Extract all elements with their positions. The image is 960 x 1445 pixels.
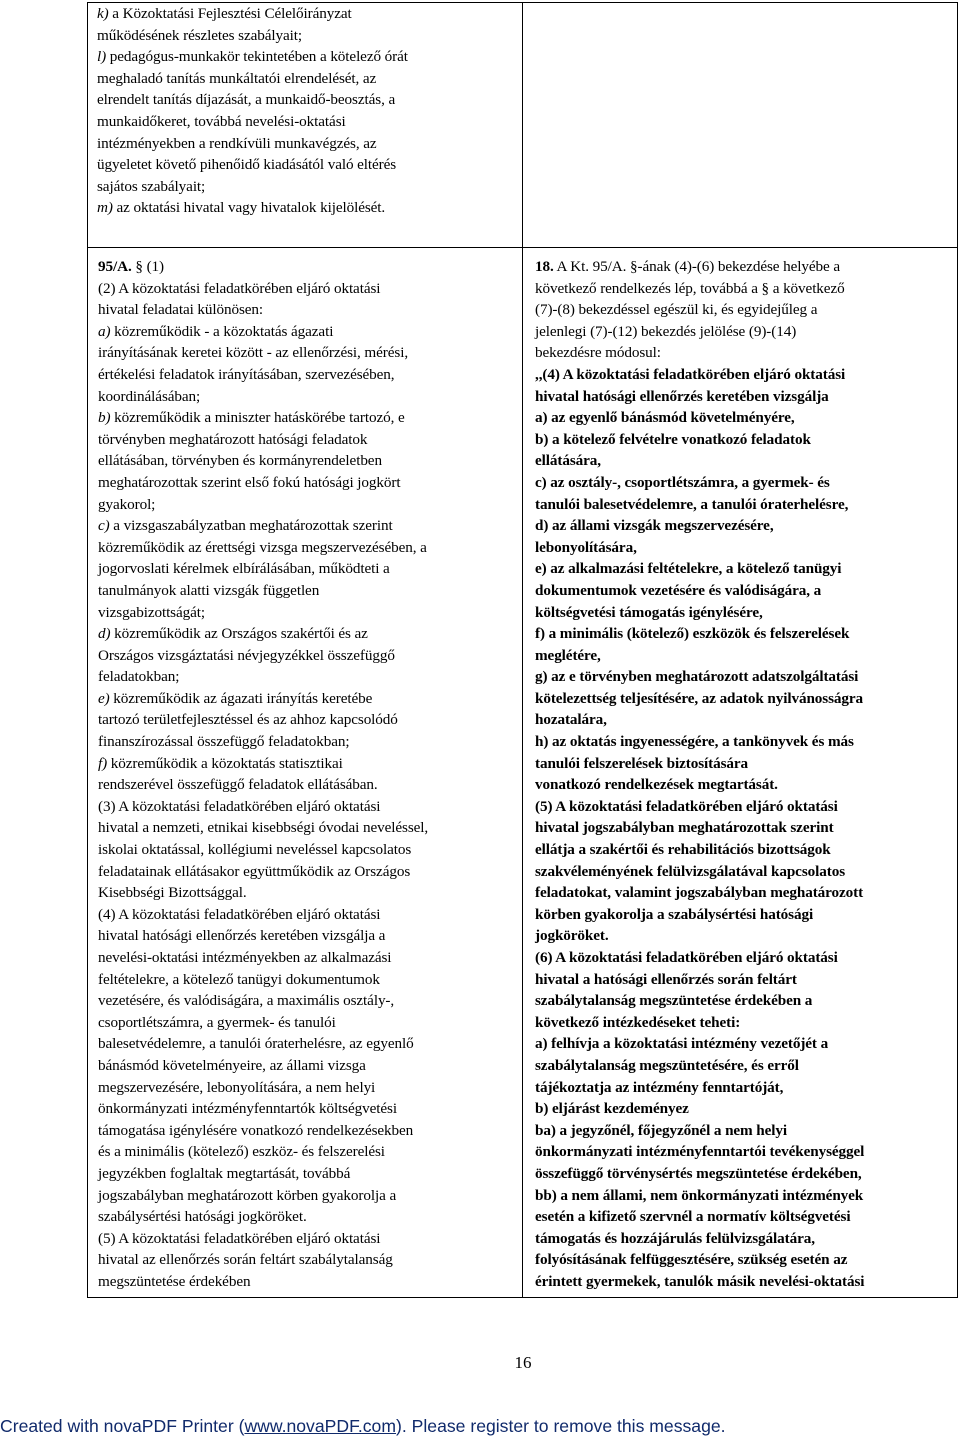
footer-suffix: ). Please register to remove this message. <box>396 1416 726 1436</box>
line-text: közreműködik - a közoktatás ágazati <box>110 322 334 340</box>
text-line <box>535 1077 951 1099</box>
text-line <box>98 1141 516 1163</box>
bold-text: 95/A. <box>98 258 132 275</box>
line-text: intézményekben a rendkívüli munkavégzés, az <box>97 134 377 152</box>
text-line <box>535 602 951 624</box>
bold-text: (6) A közoktatási feladatkörében eljáró oktatási <box>535 949 838 966</box>
text-line <box>535 645 951 667</box>
text-line <box>98 580 516 602</box>
line-text: (7)-(8) bekezdéssel egészül ki, és egyidejűleg a <box>535 301 818 319</box>
bold-text: esetén a kifizető szervnél a normatív költségvetési <box>535 1208 851 1226</box>
bold-text: b) eljárást kezdeményez <box>535 1100 689 1118</box>
text-line <box>98 407 516 429</box>
line-text: rendszerével összefüggő feladatok ellátásában. <box>98 776 378 794</box>
line-text: A Kt. 95/A. §-ának (4)-(6) bekezdése helyébe a <box>553 258 840 275</box>
text-line <box>535 1271 951 1293</box>
item-letter: l) <box>97 48 107 66</box>
line-text: hivatal a nemzeti, etnikai kisebbségi óvodai neveléssel, <box>98 819 429 837</box>
text-line <box>98 1055 516 1077</box>
bold-text: (5) A közoktatási feladatkörében eljáró oktatási <box>535 797 838 815</box>
line-text: vizsgabizottságát; <box>98 603 206 621</box>
line-text: önkormányzati intézményfenntartók költségvetési <box>98 1100 397 1118</box>
text-line <box>98 602 516 624</box>
table-row <box>88 248 958 1298</box>
text-line <box>535 1185 951 1207</box>
line-text: hivatal hatósági ellenőrzés keretében vizsgálja a <box>98 927 386 945</box>
text-line <box>535 817 951 839</box>
line-text: megszüntetése érdekében <box>98 1272 251 1290</box>
bold-text: tanulói balesetvédelemre, a tanulói óraterhelésre, <box>535 495 849 513</box>
bold-text: jogköröket. <box>535 927 609 945</box>
top-right-cell <box>523 3 958 248</box>
text-line <box>97 154 516 176</box>
item-letter: d) <box>98 625 111 643</box>
text-line <box>535 709 951 731</box>
text-line <box>98 558 516 580</box>
text-line <box>98 537 516 559</box>
text-line <box>98 1120 516 1142</box>
text-line <box>98 925 516 947</box>
text-line <box>98 753 516 775</box>
left-column-text <box>88 248 522 1297</box>
bold-text: költségvetési támogatás igénylésére, <box>535 603 763 621</box>
text-line <box>98 1185 516 1207</box>
line-text: működésének részletes szabályait; <box>97 26 303 44</box>
text-line <box>98 1163 516 1185</box>
top-left-cell <box>88 3 523 248</box>
text-line <box>98 666 516 688</box>
text-line <box>97 197 516 219</box>
line-text: értékelési feladatok irányításában, szervezésében, <box>98 365 395 383</box>
bold-text: a) az egyenlő bánásmód követelményére, <box>535 409 795 427</box>
line-text: jelenlegi (7)-(12) bekezdés jelölése (9)-(14) <box>535 322 797 340</box>
bold-text: c) az osztály-, csoportlétszámra, a gyermek- és <box>535 473 830 491</box>
right-column-cell <box>523 248 958 1298</box>
text-line <box>97 176 516 198</box>
text-line <box>535 882 951 904</box>
bold-text: hivatal jogszabályban meghatározottak szerint <box>535 819 834 837</box>
line-text: feladatainak ellátásakor együttműködik az Országos <box>98 862 411 880</box>
line-text: tanulmányok alatti vizsgák független <box>98 581 320 599</box>
text-line <box>535 342 951 364</box>
text-line <box>98 494 516 516</box>
bold-text: a) felhívja a közoktatási intézmény vezetőjét a <box>535 1035 829 1053</box>
text-line <box>98 1077 516 1099</box>
bold-text: meglétére, <box>535 646 601 664</box>
text-line <box>535 364 951 386</box>
text-line <box>98 364 516 386</box>
text-line <box>97 25 516 47</box>
table-row <box>88 3 958 248</box>
line-text: következő rendelkezés lép, továbbá a § a következő <box>535 279 845 297</box>
bold-text: körben gyakorolja a szabálysértési hatósági <box>535 905 814 923</box>
text-line <box>98 904 516 926</box>
text-line <box>98 1098 516 1120</box>
line-text: jegyzékben foglaltak megtartását, továbbá <box>98 1164 351 1182</box>
text-line <box>535 1206 951 1228</box>
bold-text: ellátására, <box>535 452 601 470</box>
right-column-text <box>523 248 957 1297</box>
text-line <box>535 321 951 343</box>
bold-text: dokumentumok vezetésére és valódiságára, a <box>535 581 822 599</box>
bold-text: lebonyolítására, <box>535 538 637 556</box>
text-line <box>98 1249 516 1271</box>
text-line <box>98 515 516 537</box>
text-line <box>98 1012 516 1034</box>
text-line <box>535 407 951 429</box>
text-line <box>97 89 516 111</box>
text-line <box>98 839 516 861</box>
line-text: tartozó területfejlesztéssel és az ahhoz kapcsolódó <box>98 711 398 729</box>
line-text: közreműködik az Országos szakértői és az <box>110 625 368 643</box>
text-line <box>98 969 516 991</box>
text-line <box>98 882 516 904</box>
text-line <box>98 1271 516 1293</box>
line-text: közreműködik az ágazati irányítás keretébe <box>109 689 373 707</box>
text-line <box>98 688 516 710</box>
text-line <box>98 947 516 969</box>
line-text: hivatal feladatai különösen: <box>98 301 264 319</box>
bold-text: b) a kötelező felvételre vonatkozó feladatok <box>535 430 811 448</box>
bold-text: feladatokat, valamint jogszabályban meghatározott <box>535 884 864 902</box>
line-text: meghatározottak szerint első fokú hatósági jogkört <box>98 473 401 491</box>
text-line <box>535 861 951 883</box>
item-letter: e) <box>98 689 110 707</box>
text-line <box>535 839 951 861</box>
line-text: elrendelt tanítás díjazását, a munkaidő-beosztás, a <box>97 91 396 109</box>
text-line <box>97 68 516 90</box>
left-column-cell <box>88 248 523 1298</box>
text-line <box>98 990 516 1012</box>
bold-text: e) az alkalmazási feltételekre, a kötelező tanügyi <box>535 560 842 578</box>
text-line <box>535 925 951 947</box>
bold-text: ellátja a szakértői és rehabilitációs bizottságok <box>535 841 831 859</box>
text-line <box>98 861 516 883</box>
line-text: § (1) <box>131 258 164 275</box>
line-text: Kisebbségi Bizottsággal. <box>98 884 247 902</box>
line-text: csoportlétszámra, a gyermek- és tanulói <box>98 1013 336 1031</box>
text-line <box>535 947 951 969</box>
item-letter: b) <box>98 409 111 427</box>
line-text: finanszírozással összefüggő feladatokban; <box>98 733 350 751</box>
top-left-text <box>88 3 522 223</box>
text-line <box>535 386 951 408</box>
text-line <box>97 3 516 25</box>
text-line <box>535 990 951 1012</box>
line-text: gyakorol; <box>98 495 156 513</box>
text-line <box>535 1098 951 1120</box>
bold-text: tájékoztatja az intézmény fenntartóját, <box>535 1078 784 1096</box>
text-line <box>535 731 951 753</box>
text-line <box>535 472 951 494</box>
line-text: megszervezésére, lebonyolítására, a nem helyi <box>98 1078 376 1096</box>
bold-text: hozatalára, <box>535 711 607 729</box>
bold-text: vonatkozó rendelkezések megtartását. <box>535 776 778 794</box>
text-line <box>535 580 951 602</box>
line-text: szabálysértési hatósági jogköröket. <box>98 1208 307 1226</box>
text-line <box>98 774 516 796</box>
line-text: koordinálásában; <box>98 387 201 405</box>
line-text: jogorvoslati kérelmek elbírálásában, működteti a <box>98 560 390 578</box>
line-text: nevelési-oktatási intézményekben az alkalmazási <box>98 949 392 966</box>
text-line <box>535 278 951 300</box>
page-number: 16 <box>514 1353 532 1372</box>
text-line <box>98 429 516 451</box>
text-line <box>535 904 951 926</box>
line-text: munkaidőkeret, továbbá nevelési-oktatási <box>97 112 346 130</box>
text-line <box>98 1206 516 1228</box>
bold-text: g) az e törvényben meghatározott adatszolgáltatási <box>535 668 859 686</box>
line-text: (2) A közoktatási feladatkörében eljáró oktatási <box>98 279 381 297</box>
text-line <box>535 450 951 472</box>
text-line <box>535 774 951 796</box>
text-line <box>98 386 516 408</box>
text-line <box>97 133 516 155</box>
text-line <box>535 688 951 710</box>
text-line <box>535 537 951 559</box>
text-line <box>98 472 516 494</box>
bold-text: h) az oktatás ingyenességére, a tankönyvek és más <box>535 733 854 751</box>
bold-text: 18. <box>535 258 554 275</box>
line-text: és a minimális (kötelező) eszköz- és felszerelési <box>98 1143 385 1161</box>
text-line <box>535 1249 951 1271</box>
bold-text: hivatal a hatósági ellenőrzés során feltárt <box>535 970 797 988</box>
bold-text: szakvéleményének felülvizsgálatával kapcsolatos <box>535 862 846 880</box>
line-text: ellátásában, törvényben és kormányrendeletben <box>98 452 382 470</box>
item-letter: m) <box>97 199 113 217</box>
bold-text: ,,(4) A közoktatási feladatkörében eljáró oktatási <box>535 365 846 383</box>
line-text: (3) A közoktatási feladatkörében eljáró oktatási <box>98 797 381 815</box>
bold-text: érintett gyermekek, tanulók másik nevelési-oktatási <box>535 1272 865 1290</box>
text-line <box>535 1163 951 1185</box>
text-line <box>98 299 516 321</box>
text-line <box>535 515 951 537</box>
text-line <box>98 1033 516 1055</box>
line-text: a vizsgaszabályzatban meghatározottak szerint <box>109 517 393 535</box>
text-line <box>535 1120 951 1142</box>
line-text: támogatása igénylésére vonatkozó rendelkezésekben <box>98 1121 414 1139</box>
bold-text: d) az állami vizsgák megszervezésére, <box>535 517 774 535</box>
bold-text: ba) a jegyzőnél, főjegyzőnél a nem helyi <box>535 1121 788 1139</box>
line-text: sajátos szabályait; <box>97 177 206 195</box>
footer-prefix: Created with novaPDF Printer ( <box>0 1416 245 1436</box>
footer-watermark <box>0 1416 960 1437</box>
line-text: törvényben meghatározott hatósági feladatok <box>98 430 368 448</box>
bold-text: kötelezettség teljesítésére, az adatok nyilvánosságra <box>535 689 864 707</box>
bold-text: tanulói felszerelések biztosítására <box>535 754 749 772</box>
text-line <box>98 731 516 753</box>
line-text: jogszabályban meghatározott körben gyakorolja a <box>98 1186 397 1204</box>
line-text: balesetvédelemre, a tanulói óraterhelésre, az egyenlő <box>98 1035 414 1053</box>
bold-text: önkormányzati intézményfenntartói tevékenységgel <box>535 1143 865 1161</box>
line-text: pedagógus-munkakör tekintetében a kötelező órát <box>106 48 408 66</box>
line-text: iskolai oktatással, kollégiumi neveléssel kapcsolatos <box>98 841 412 859</box>
text-line <box>98 256 516 278</box>
bold-text: bb) a nem állami, nem önkormányzati intézmények <box>535 1186 864 1204</box>
bold-text: következő intézkedéseket teheti: <box>535 1013 741 1031</box>
bold-text: szabálytalanság megszüntetésére, és erről <box>535 1056 799 1074</box>
bold-text: összefüggő törvénysértés megszüntetése érdekében, <box>535 1164 862 1182</box>
line-text: közreműködik a közoktatás statisztikai <box>107 754 343 772</box>
line-text: közreműködik a miniszter hatáskörébe tartozó, e <box>110 409 405 427</box>
text-line <box>535 666 951 688</box>
text-line <box>98 645 516 667</box>
text-line <box>535 969 951 991</box>
text-line <box>97 111 516 133</box>
text-line <box>98 817 516 839</box>
line-text: Országos vizsgáztatási névjegyzékkel összefüggő <box>98 646 395 664</box>
line-text: bánásmód követelményeire, az állami vizsga <box>98 1056 366 1074</box>
line-text: (5) A közoktatási feladatkörében eljáró oktatási <box>98 1229 381 1247</box>
item-letter: a) <box>98 322 111 340</box>
text-line <box>98 450 516 472</box>
line-text: irányításának keretei között - az ellenőrzési, mérési, <box>98 344 409 362</box>
line-text: meghaladó tanítás munkáltatói elrendelését, az <box>97 69 377 87</box>
text-line <box>98 623 516 645</box>
text-line <box>535 1012 951 1034</box>
line-text: hivatal az ellenőrzés során feltárt szabálytalanság <box>98 1251 393 1269</box>
text-line <box>535 623 951 645</box>
text-line <box>535 1033 951 1055</box>
line-text: (4) A közoktatási feladatkörében eljáró oktatási <box>98 905 381 923</box>
text-line <box>98 342 516 364</box>
text-line <box>535 299 951 321</box>
text-line <box>535 558 951 580</box>
text-line <box>98 278 516 300</box>
line-text: az oktatási hivatal vagy hivatalok kijelölését. <box>112 199 386 217</box>
line-text: feltételekre, a kötelező tanügyi dokumentumok <box>98 970 380 988</box>
bold-text: szabálytalanság megszüntetése érdekében a <box>535 992 813 1010</box>
line-text: a Közoktatási Fejlesztési Célelőirányzat <box>108 5 352 22</box>
footer-link[interactable]: www.novaPDF.com <box>244 1416 397 1436</box>
text-line <box>535 1228 951 1250</box>
text-line <box>98 709 516 731</box>
bold-text: hivatal hatósági ellenőrzés keretében vizsgálja <box>535 387 829 405</box>
item-letter: f) <box>98 754 108 772</box>
text-line <box>98 796 516 818</box>
line-text: közreműködik az érettségi vizsga megszervezésében, a <box>98 538 427 556</box>
line-text: vezetésére, és valódiságára, a maximális osztály-, <box>98 992 395 1010</box>
bold-text: támogatás és hozzájárulás felülvizsgálatára, <box>535 1229 815 1247</box>
text-line <box>98 321 516 343</box>
text-line <box>535 494 951 516</box>
text-line <box>535 753 951 775</box>
line-text: feladatokban; <box>98 668 180 686</box>
item-letter: k) <box>97 5 109 22</box>
line-text: ügyeletet követő pihenőidő kiadásától való eltérés <box>97 156 397 174</box>
text-line <box>98 1228 516 1250</box>
line-text: bekezdésre módosul: <box>535 344 661 362</box>
text-line <box>535 1141 951 1163</box>
text-line <box>535 429 951 451</box>
bold-text: f) a minimális (kötelező) eszközök és felszerelések <box>535 625 850 643</box>
text-line <box>535 796 951 818</box>
bold-text: folyósításának felfüggesztésére, szükség esetén az <box>535 1251 848 1269</box>
text-line <box>535 1055 951 1077</box>
text-line <box>97 46 516 68</box>
document-table <box>87 2 958 1298</box>
text-line <box>535 256 951 278</box>
item-letter: c) <box>98 517 110 535</box>
